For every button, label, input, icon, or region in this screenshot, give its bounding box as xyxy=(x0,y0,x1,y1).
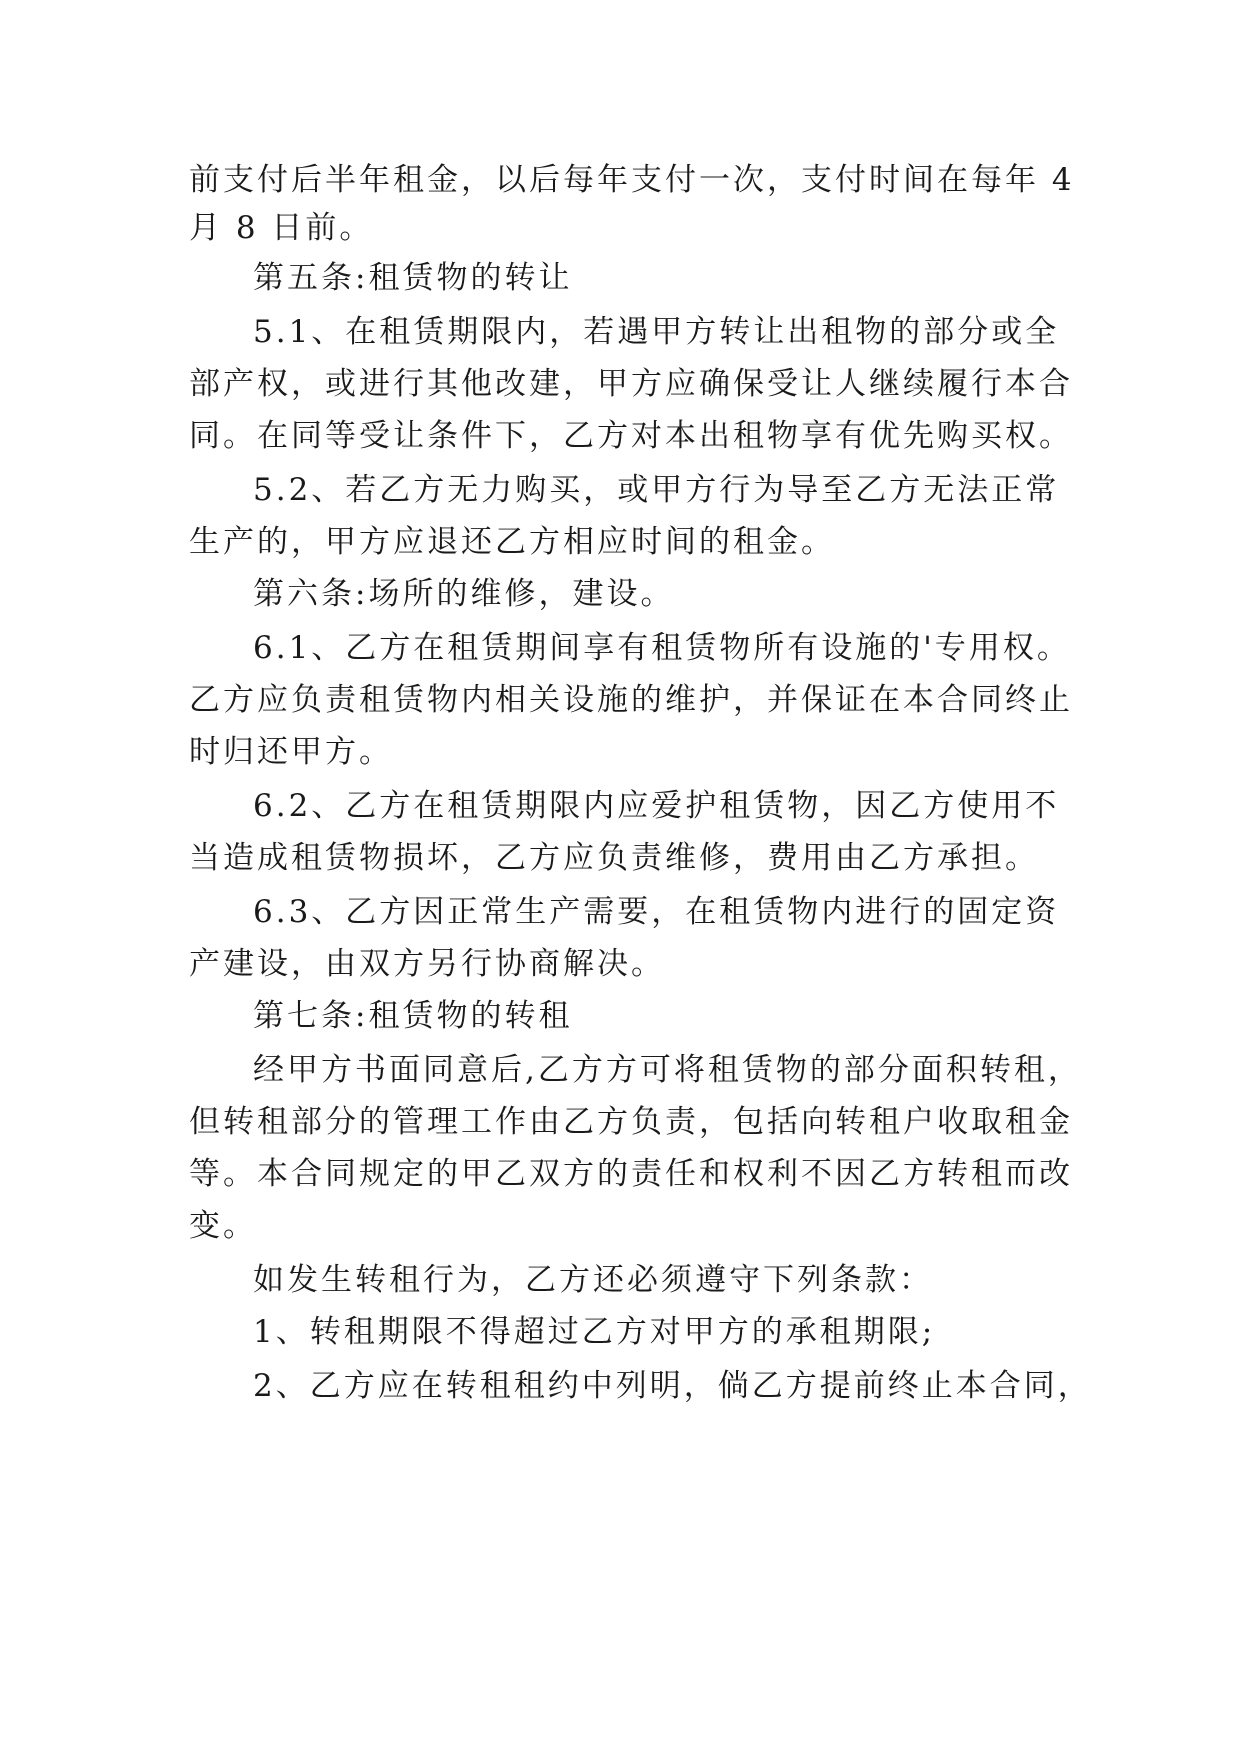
section-heading: 第六条:场所的维修，建设。 xyxy=(253,576,675,612)
text-line: 前支付后半年租金，以后每年支付一次，支付时间在每年 4 xyxy=(189,162,1075,198)
text-line: 部产权，或进行其他改建，甲方应确保受让人继续履行本合 xyxy=(189,366,1073,402)
section-heading: 第七条:租赁物的转租 xyxy=(253,998,573,1034)
text-line: 时归还甲方。 xyxy=(189,734,393,770)
text-line: 变。 xyxy=(189,1208,257,1244)
text-line: 6.1、乙方在租赁期间享有租赁物所有设施的'专用权。 xyxy=(253,630,1071,666)
text-line: 同。在同等受让条件下，乙方对本出租物享有优先购买权。 xyxy=(189,418,1073,454)
text-line: 5.1、在租赁期限内，若遇甲方转让出租物的部分或全 xyxy=(253,314,1060,350)
text-line: 但转租部分的管理工作由乙方负责，包括向转租户收取租金 xyxy=(189,1104,1073,1140)
section-heading: 第五条:租赁物的转让 xyxy=(253,260,573,296)
text-line: 当造成租赁物损坏，乙方应负责维修，费用由乙方承担。 xyxy=(189,840,1039,876)
text-line: 月 8 日前。 xyxy=(189,210,374,246)
text-line: 等。本合同规定的甲乙双方的责任和权利不因乙方转租而改 xyxy=(189,1156,1073,1192)
text-line: 6.3、乙方因正常生产需要，在租赁物内进行的固定资 xyxy=(253,894,1060,930)
text-line: 产建设，由双方另行协商解决。 xyxy=(189,946,665,982)
text-line: 经甲方书面同意后,乙方方可将租赁物的部分面积转租， xyxy=(253,1052,1082,1088)
text-line: 乙方应负责租赁物内相关设施的维护，并保证在本合同终止 xyxy=(189,682,1073,718)
text-line: 6.2、乙方在租赁期限内应爱护租赁物，因乙方使用不 xyxy=(253,788,1060,824)
text-line: 如发生转租行为，乙方还必须遵守下列条款： xyxy=(253,1262,933,1298)
text-line: 生产的，甲方应退还乙方相应时间的租金。 xyxy=(189,524,835,560)
list-item: 1、转租期限不得超过乙方对甲方的承租期限; xyxy=(253,1314,936,1350)
list-item: 2、乙方应在转租租约中列明，倘乙方提前终止本合同， xyxy=(253,1368,1092,1404)
text-line: 5.2、若乙方无力购买，或甲方行为导至乙方无法正常 xyxy=(253,472,1060,508)
